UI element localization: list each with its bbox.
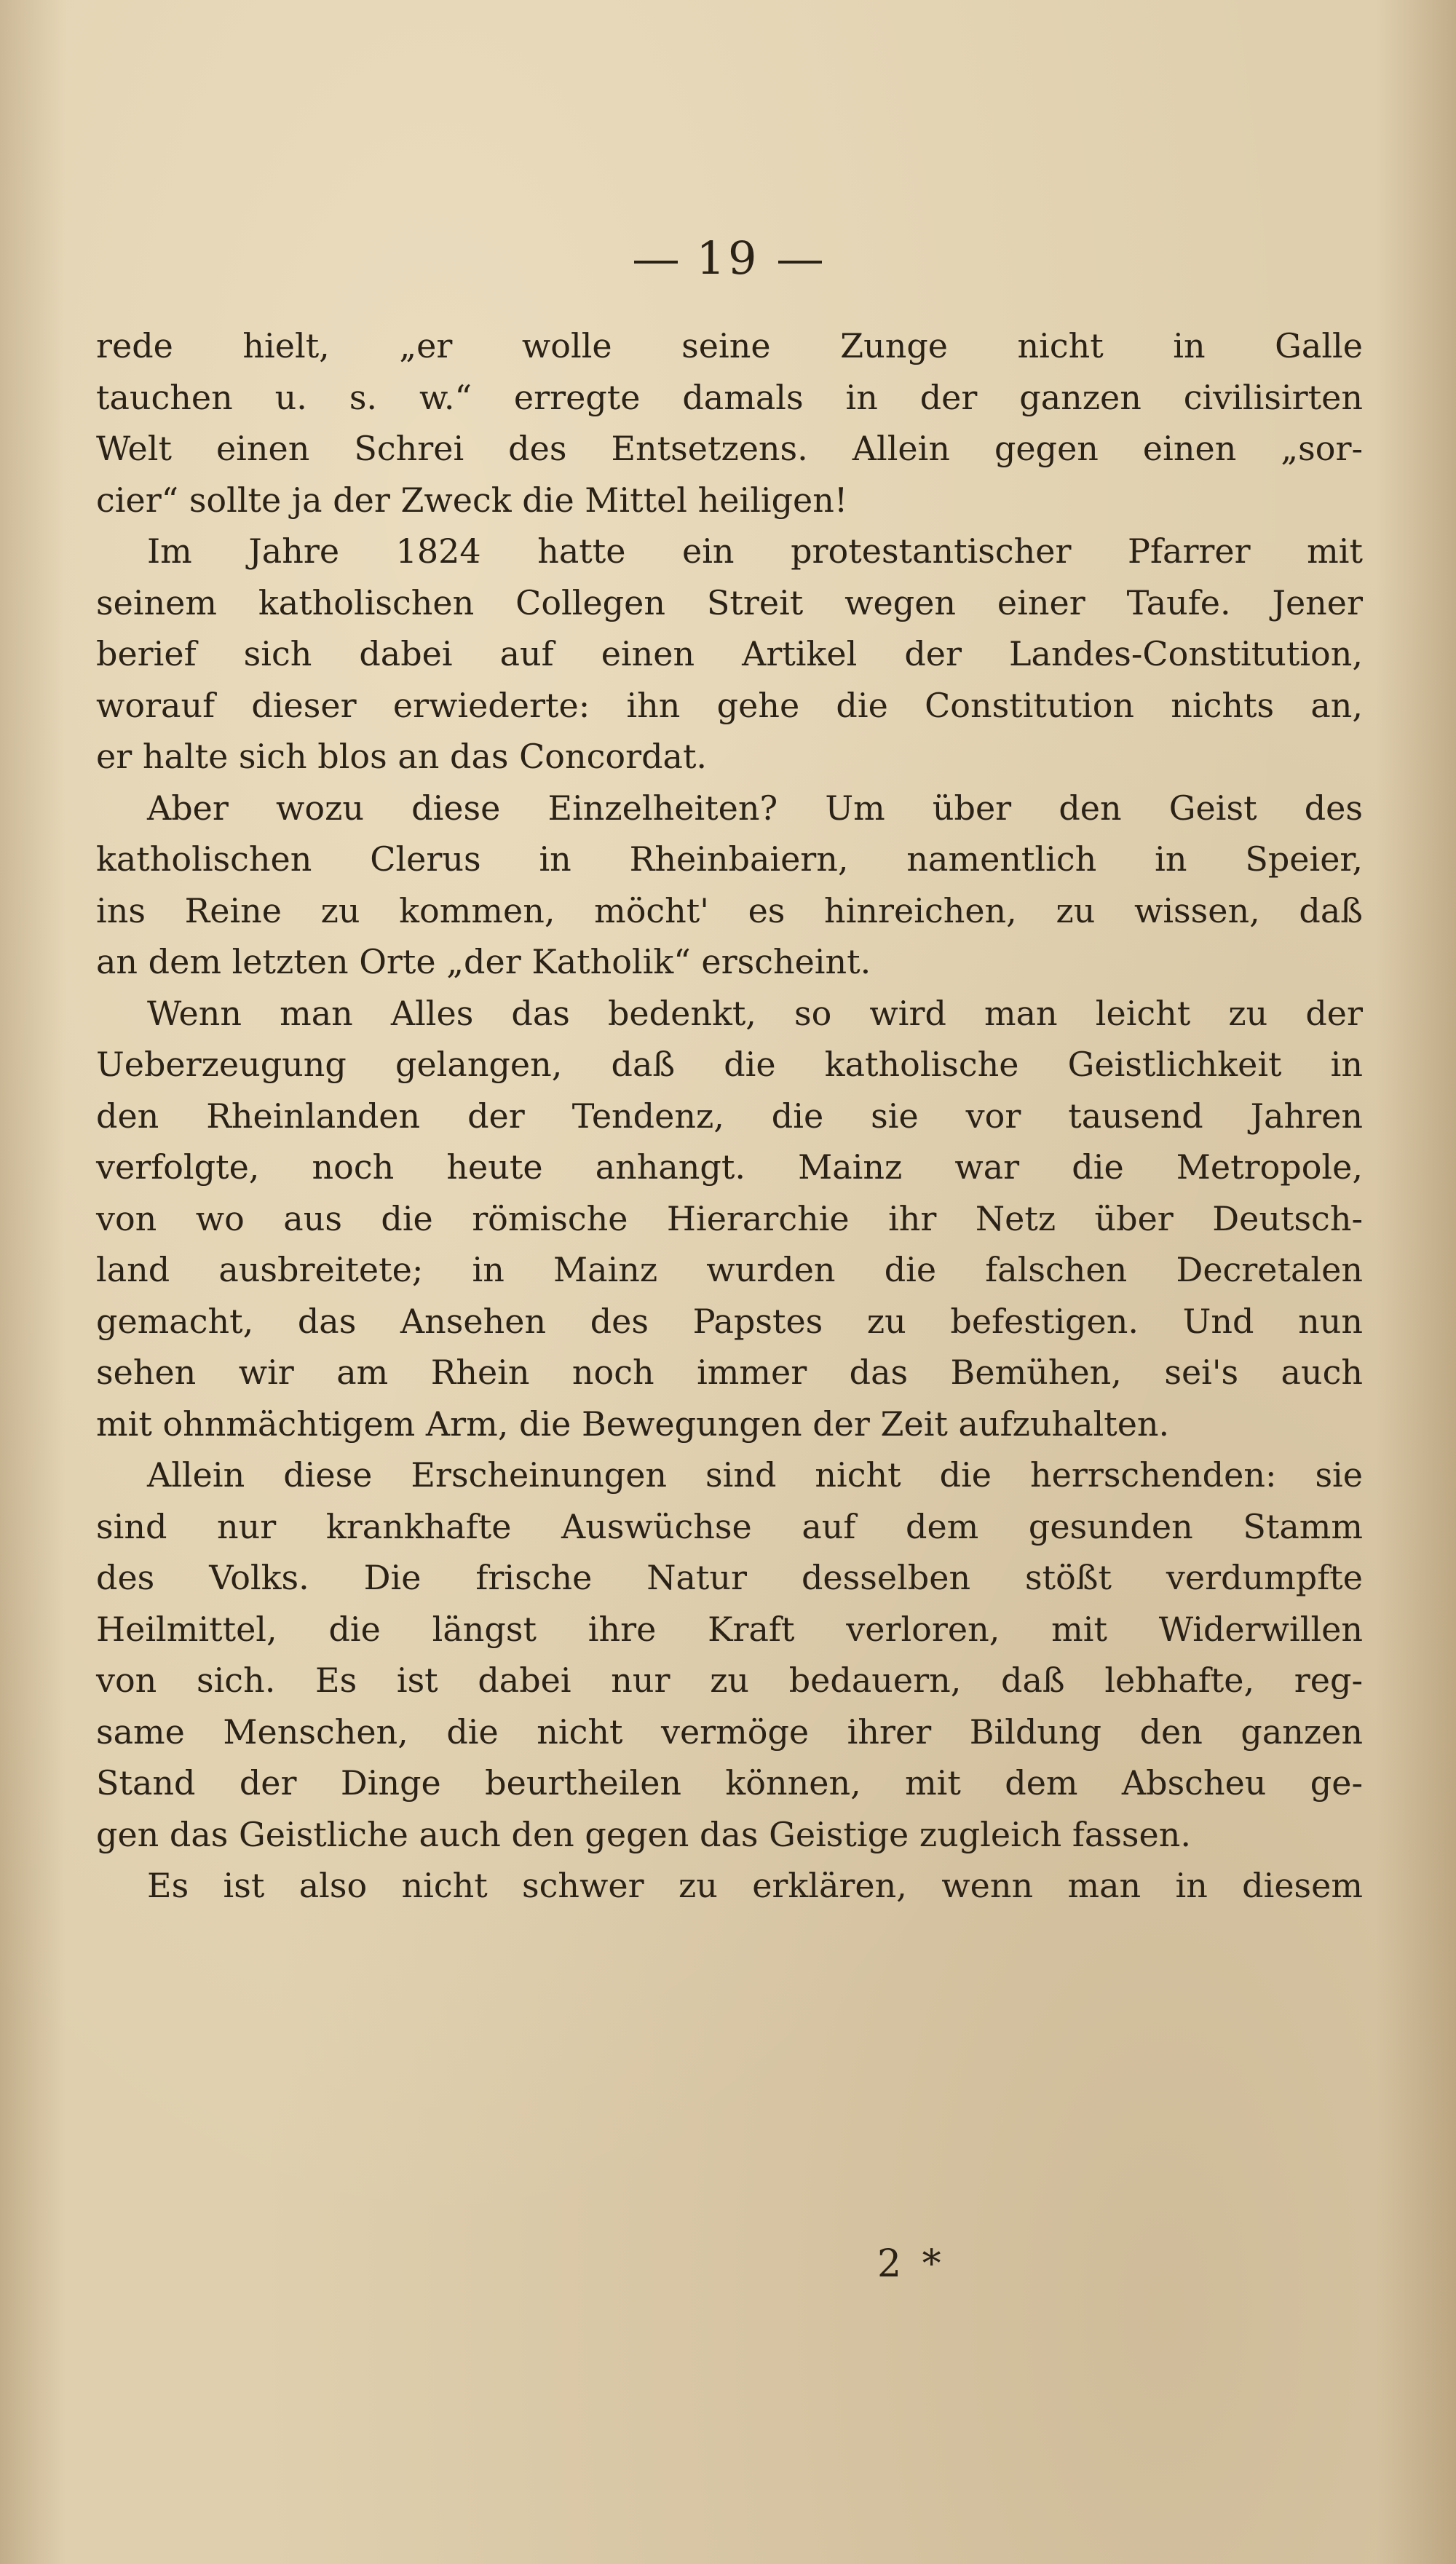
text-line: seinem katholischen Collegen Streit wegen einer Taufe. Jener bbox=[96, 582, 1363, 622]
text-line: land ausbreitete; in Mainz wurden die falschen Decretalen bbox=[96, 1250, 1363, 1289]
text-line: tauchen u. s. w.“ erregte damals in der ganzen civilisirten bbox=[96, 377, 1363, 417]
text-line: rede hielt, „er wolle seine Zunge nicht in Galle bbox=[96, 326, 1363, 365]
text-line: sehen wir am Rhein noch immer das Bemühen, sei's auch bbox=[96, 1353, 1363, 1392]
signature-mark: 2 * bbox=[877, 2242, 946, 2286]
text-line: er halte sich blos an das Concordat. bbox=[96, 737, 708, 776]
text-line: Allein diese Erscheinungen sind nicht die herrschenden: sie bbox=[147, 1455, 1363, 1495]
text-line: Im Jahre 1824 hatte ein protestantischer Pfarrer mit bbox=[147, 531, 1363, 571]
text-line: same Menschen, die nicht vermöge ihrer Bildung den ganzen bbox=[96, 1712, 1363, 1752]
text-line: gemacht, das Ansehen des Papstes zu befestigen. Und nun bbox=[96, 1301, 1363, 1341]
header-dash-left bbox=[634, 261, 678, 264]
header-dash-right bbox=[778, 261, 822, 264]
text-line: Ueberzeugung gelangen, daß die katholische Geistlichkeit in bbox=[96, 1045, 1363, 1084]
text-line: worauf dieser erwiederte: ihn gehe die Constitution nichts an, bbox=[96, 685, 1363, 725]
text-line: cier“ sollte ja der Zweck die Mittel heiligen! bbox=[96, 480, 848, 520]
text-line: den Rheinlanden der Tendenz, die sie vor tausend Jahren bbox=[96, 1096, 1363, 1136]
text-line: Welt einen Schrei des Entsetzens. Allein gegen einen „sor- bbox=[96, 429, 1363, 468]
text-line: Wenn man Alles das bedenkt, so wird man leicht zu der bbox=[147, 993, 1363, 1033]
text-line: Aber wozu diese Einzelheiten? Um über den Geist des bbox=[147, 788, 1363, 828]
text-line: von sich. Es ist dabei nur zu bedauern, daß lebhafte, reg- bbox=[96, 1661, 1363, 1700]
text-line: berief sich dabei auf einen Artikel der Landes-Constitution, bbox=[96, 634, 1363, 673]
text-line: verfolgte, noch heute anhangt. Mainz war die Metropole, bbox=[96, 1147, 1363, 1187]
text-line: sind nur krankhafte Auswüchse auf dem gesunden Stamm bbox=[96, 1506, 1363, 1546]
text-line: mit ohnmächtigem Arm, die Bewegungen der Zeit aufzuhalten. bbox=[96, 1404, 1170, 1444]
text-line: Heilmittel, die längst ihre Kraft verloren, mit Widerwillen bbox=[96, 1609, 1363, 1649]
text-line: an dem letzten Orte „der Katholik“ erscheint. bbox=[96, 942, 871, 981]
text-line: gen das Geistliche auch den gegen das Geistige zugleich fassen. bbox=[96, 1814, 1191, 1854]
text-line: von wo aus die römische Hierarchie ihr Netz über Deutsch- bbox=[96, 1198, 1363, 1238]
text-line: Stand der Dinge beurtheilen können, mit dem Abscheu ge- bbox=[96, 1763, 1363, 1803]
body-text bbox=[96, 320, 1363, 1912]
page-header bbox=[0, 232, 1456, 285]
text-line: des Volks. Die frische Natur desselben stößt verdumpfte bbox=[96, 1558, 1363, 1597]
text-line: katholischen Clerus in Rheinbaiern, namentlich in Speier, bbox=[96, 839, 1363, 879]
text-line: ins Reine zu kommen, möcht' es hinreichen, zu wissen, daß bbox=[96, 890, 1363, 930]
page-number: 19 bbox=[696, 232, 760, 285]
text-line: Es ist also nicht schwer zu erklären, wenn man in diesem bbox=[147, 1866, 1363, 1905]
